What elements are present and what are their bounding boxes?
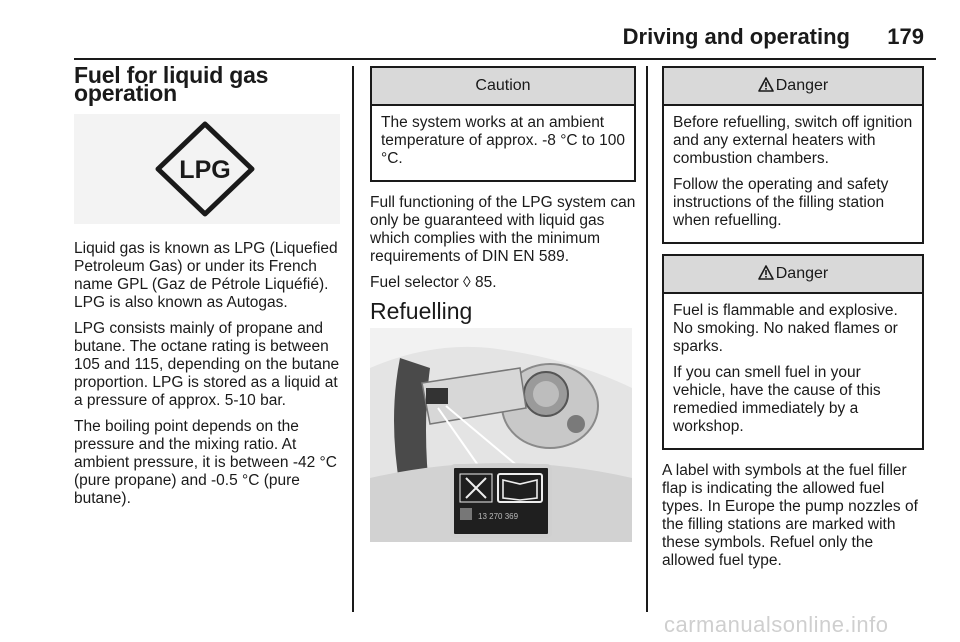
fuel-filler-photo: [370, 328, 632, 542]
lpg-logo-figure: [74, 114, 340, 224]
fuel-filler-illustration: [370, 328, 632, 542]
paragraph-lpg-standard: Full functioning of the LPG system can only be guaranteed with liquid gas which complies with the minimum requirements of DIN EN 589.: [370, 194, 636, 265]
paragraph-lpg-intro: Liquid gas is known as LPG (Liquefied Petroleum Gas) or under its French name GPL (Gaz de Pétrole Liquéfié). LPG is also known as Autogas.: [74, 240, 338, 311]
danger-box-1-text-1: Before refuelling, switch off ignition and any external heaters with combustion chambers.: [673, 114, 913, 167]
lpg-logo-text: LPG: [179, 156, 231, 184]
column-divider-1: [352, 66, 354, 612]
subheading-refuelling: Refuelling: [370, 298, 473, 324]
header-rule: [74, 58, 936, 60]
caution-text: The system works at an ambient temperature of approx. -8 °C to 100 °C.: [381, 114, 625, 167]
paragraph-lpg-composition: LPG consists mainly of propane and butane. The octane rating is between 105 and 115, depending on the butane proportion. LPG is stored as a liquid at a pressure of approx. 5-10 bar.: [74, 320, 340, 409]
page-number: 179: [887, 24, 924, 49]
danger-box-2-header: [664, 256, 922, 294]
warning-triangle-icon: [758, 265, 774, 280]
caution-box: [370, 66, 636, 182]
lpg-diamond-icon: [74, 114, 340, 224]
danger-box-1-title: Danger: [775, 77, 829, 94]
danger-box-2-title: Danger: [775, 265, 829, 282]
danger-box-1: [662, 66, 924, 244]
label-code: 13 270 369: [478, 512, 519, 521]
watermark: carmanualsonline.info: [664, 612, 889, 637]
paragraph-lpg-boiling-point: The boiling point depends on the pressure and the mixing ratio. At ambient pressure, it is between -42 °C (pure propane) and -0.5 °C (pure butane).: [74, 418, 337, 507]
column-1: [74, 62, 346, 516]
danger-box-1-text-2: Follow the operating and safety instructions of the filling station when refuelling.: [673, 176, 889, 229]
paragraph-fuel-selector: Fuel selector ◊ 85.: [370, 274, 497, 291]
caution-title: Caution: [372, 68, 634, 106]
column-divider-2: [646, 66, 648, 612]
header-section-title: Driving and operating: [622, 24, 850, 49]
warning-triangle-icon: [758, 77, 774, 92]
danger-box-1-header: [664, 68, 922, 106]
danger-box-2-text-2: If you can smell fuel in your vehicle, have the cause of this remedied immediately by a workshop.: [673, 364, 881, 435]
danger-box-2-text-1: Fuel is flammable and explosive. No smoking. No naked flames or sparks.: [673, 302, 898, 355]
paragraph-fuel-label: A label with symbols at the fuel filler flap is indicating the allowed fuel types. In Europe the pump nozzles of the filling stations are marked with these symbols. Refuel only the allowed fuel type.: [662, 462, 918, 569]
section-heading: Fuel for liquid gas operation: [74, 62, 269, 106]
danger-box-2: [662, 254, 924, 450]
column-2: [370, 66, 636, 542]
column-3: [662, 66, 924, 578]
